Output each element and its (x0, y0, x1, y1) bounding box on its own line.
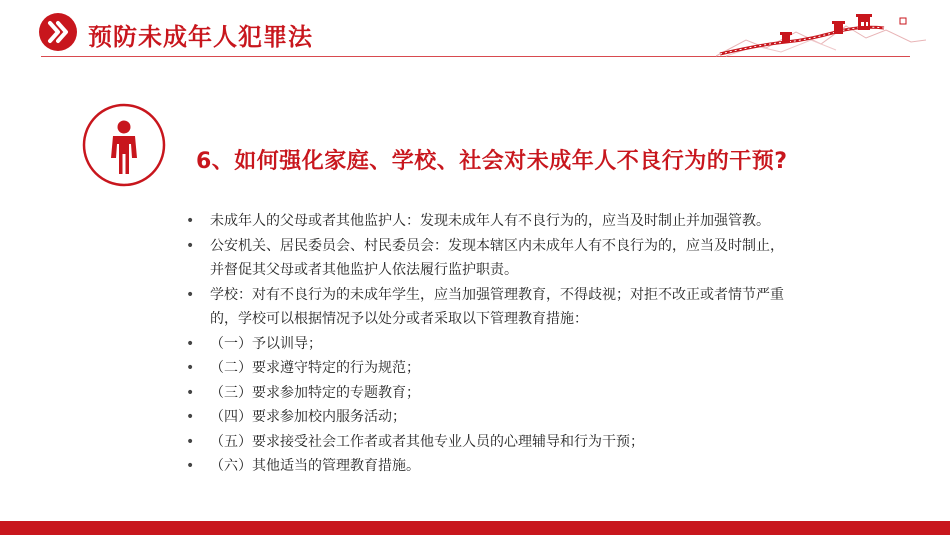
great-wall-icon (716, 14, 926, 58)
list-item-line: 的，学校可以根据情况予以处分或者采取以下管理教育措施： (210, 311, 588, 327)
list-item-line: （二）要求遵守特定的行为规范； (210, 360, 420, 376)
bullet-dot: • (186, 433, 195, 450)
bullet-list (186, 209, 876, 479)
list-item-line: 并督促其父母或者其他监护人依法履行监护职责。 (210, 262, 518, 278)
page-title: 预防未成年人犯罪法 (88, 23, 313, 51)
list-item (186, 283, 876, 332)
bullet-dot: • (186, 286, 195, 303)
bullet-dot: • (186, 360, 195, 376)
list-item (186, 332, 876, 357)
list-item-line: （三）要求参加特定的专题教育； (210, 384, 420, 401)
bullet-dot: • (186, 237, 195, 254)
bullet-dot: • (186, 458, 195, 474)
section-question: 6、如何强化家庭、学校、社会对未成年人不良行为的干预? (196, 149, 788, 174)
list-item (186, 356, 876, 381)
list-item-line: （四）要求参加校内服务活动； (210, 409, 406, 425)
person-icon (81, 102, 167, 188)
list-item-line: （六）其他适当的管理教育措施。 (210, 458, 420, 474)
bullet-dot: • (186, 384, 195, 401)
list-item-line: 学校：对有不良行为的未成年学生，应当加强管理教育，不得歧视；对拒不改正或者情节严重 (210, 286, 784, 303)
bullet-dot: • (186, 213, 195, 229)
list-item-line: 公安机关、居民委员会、村民委员会：发现本辖区内未成年人有不良行为的，应当及时制止， (210, 237, 784, 254)
bullet-dot: • (186, 409, 195, 425)
list-item (186, 234, 876, 283)
list-item (186, 381, 876, 406)
double-chevron-right-icon (39, 13, 77, 51)
footer-bar (0, 521, 950, 535)
list-item (186, 430, 876, 455)
list-item-line: （一）予以训导； (210, 335, 322, 352)
list-item (186, 405, 876, 430)
bullet-dot: • (186, 335, 195, 352)
list-item (186, 454, 876, 479)
list-item-line: （五）要求接受社会工作者或者其他专业人员的心理辅导和行为干预； (210, 433, 644, 450)
list-item-line: 未成年人的父母或者其他监护人：发现未成年人有不良行为的，应当及时制止并加强管教。 (210, 213, 770, 229)
list-item (186, 209, 876, 234)
